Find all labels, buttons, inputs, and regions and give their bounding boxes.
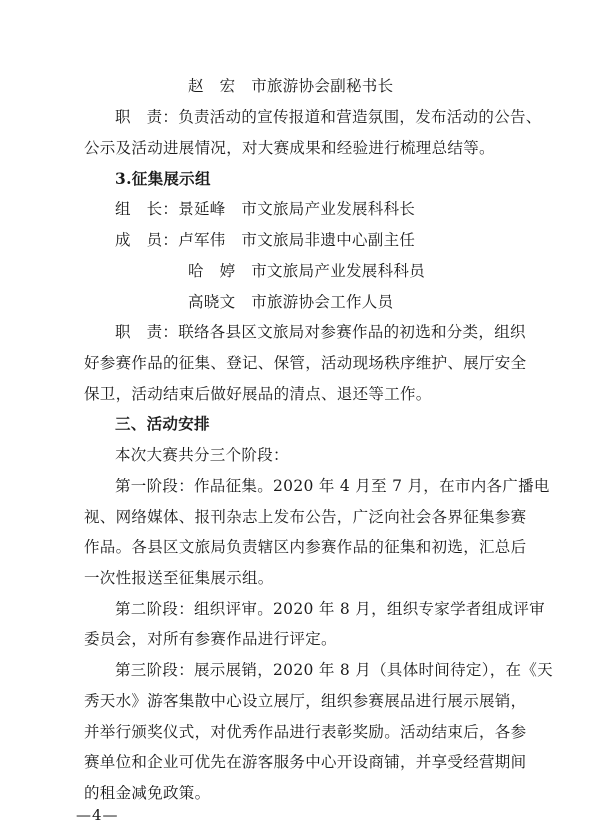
stage3-line-2: 秀天水》游客集散中心设立展厅，组织参赛展品进行展示展销， (84, 692, 527, 710)
stage3-line-1: 第三阶段：展示展销，2020 年 8 月（具体时间待定），在《天 (115, 661, 553, 679)
page-number: —4— (76, 806, 119, 824)
schedule-intro: 本次大赛共分三个阶段： (115, 446, 289, 464)
stage3-line-5: 的租金减免政策。 (84, 784, 211, 802)
stage3-line-3: 并举行颁奖仪式，对优秀作品进行表彰奖励。活动结束后，各参 (84, 723, 527, 741)
section-heading-schedule: 三、活动安排 (115, 414, 210, 433)
duty-line-3: 职 责：联络各县区文旅局对参赛作品的初选和分类，组织 (115, 323, 526, 341)
duty-line-4: 好参赛作品的征集、登记、保管，活动现场秩序维护、展厅安全 (84, 354, 527, 372)
member-line-2: 哈 婷 市文旅局产业发展科科员 (188, 262, 426, 280)
stage1-line-2: 视、网络媒体、报刊杂志上发布公告，广泛向社会各界征集参赛 (84, 508, 527, 526)
stage1-line-3: 作品。各县区文旅局负责辖区内参赛作品的征集和初选，汇总后 (84, 538, 527, 556)
member-zhao-hong: 赵 宏 市旅游协会副秘书长 (188, 77, 394, 95)
stage2-line-1: 第二阶段：组织评审。2020 年 8 月，组织专家学者组成评审 (115, 600, 545, 618)
section-heading-collection-group: 3.征集展示组 (115, 169, 211, 188)
stage1-line-1: 第一阶段：作品征集。2020 年 4 月至 7 月，在市内各广播电 (115, 477, 550, 495)
stage2-line-2: 委员会，对所有参赛作品进行评定。 (84, 630, 337, 648)
stage1-line-4: 一次性报送至征集展示组。 (84, 569, 274, 587)
member-line-3: 高晓文 市旅游协会工作人员 (188, 293, 394, 311)
duty-line-5: 保卫，活动结束后做好展品的清点、退还等工作。 (84, 385, 432, 403)
group-leader-line: 组 长：景延峰 市文旅局产业发展科科长 (115, 200, 416, 218)
duty-line-2: 公示及活动进展情况，对大赛成果和经验进行梳理总结等。 (84, 139, 495, 157)
duty-line-1: 职 责：负责活动的宣传报道和营造氛围，发布活动的公告、 (115, 108, 542, 126)
stage3-line-4: 赛单位和企业可优先在游客服务中心开设商铺，并享受经营期间 (84, 753, 527, 771)
member-line-1: 成 员：卢军伟 市文旅局非遗中心副主任 (115, 231, 416, 249)
